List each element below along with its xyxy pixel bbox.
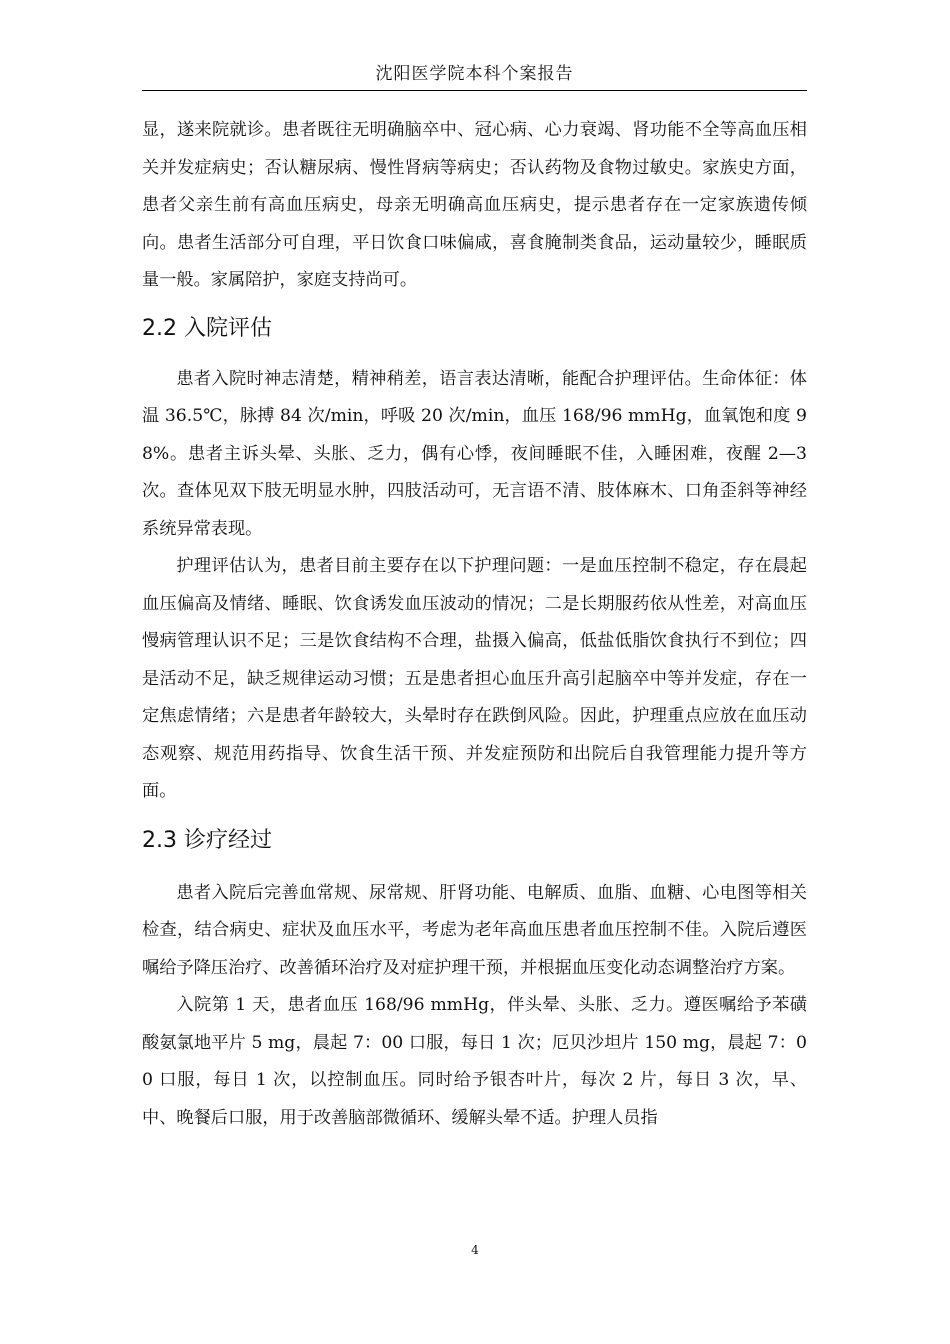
document-body: [142, 112, 807, 1137]
section-heading-treatment-course: 2.3 诊疗经过: [142, 827, 272, 853]
section-heading-admission-assessment: 2.2 入院评估: [142, 315, 272, 341]
paragraph-day-one-treatment: 入院第 1 天，患者血压 168/96 mmHg，伴头晕、头胀、乏力。遵医嘱给予苯磺酸氨氯地平片 5 mg，晨起 7：00 口服，每日 1 次；厄贝沙坦片 150 mg，晨起 7：00 口服，每日 1 次，以控制血压。同时给予银杏叶片，每次 2 片，每日 3 次，早、中、晚餐后口服，用于改善脑部微循环、缓解头晕不适。护理人员指: [142, 995, 807, 1128]
paragraph-nursing-problems: 护理评估认为，患者目前主要存在以下护理问题：一是血压控制不稳定，存在晨起血压偏高及情绪、睡眠、饮食诱发血压波动的情况；二是长期服药依从性差，对高血压慢病管理认识不足；三是饮食结构不合理，盐摄入偏高，低盐低脂饮食执行不到位；四是活动不足，缺乏规律运动习惯；五是患者担心血压升高引起脑卒中等并发症，存在一定焦虑情绪；六是患者年龄较大，头晕时存在跌倒风险。因此，护理重点应放在血压动态观察、规范用药指导、饮食生活干预、并发症预防和出院后自我管理能力提升等方面。: [142, 556, 807, 801]
page-number: 4: [471, 1243, 479, 1257]
paragraph-examinations: 患者入院后完善血常规、尿常规、肝肾功能、电解质、血脂、血糖、心电图等相关检查，结合病史、症状及血压水平，考虑为老年高血压患者血压控制不佳。入院后遵医嘱给予降压治疗、改善循环治疗及对症护理干预，并根据血压变化动态调整治疗方案。: [142, 882, 807, 978]
continued-paragraph: 显，遂来院就诊。患者既往无明确脑卒中、冠心病、心力衰竭、肾功能不全等高血压相关并发症病史；否认糖尿病、慢性肾病等病史；否认药物及食物过敏史。家族史方面，患者父亲生前有高血压病史，母亲无明确高血压病史，提示患者存在一定家族遗传倾向。患者生活部分可自理，平日饮食口味偏咸，喜食腌制类食品，运动量较少，睡眠质量一般。家属陪护，家庭支持尚可。: [142, 120, 807, 290]
page-header: 沈阳医学院本科个案报告: [142, 58, 807, 91]
paragraph-admission-vitals: 患者入院时神志清楚，精神稍差，语言表达清晰，能配合护理评估。生命体征：体温 36.5℃，脉搏 84 次/min，呼吸 20 次/min，血压 168/96 mmHg，血氧饱和度 98%。患者主诉头晕、头胀、乏力，偶有心悸，夜间睡眠不佳，入睡困难，夜醒 2—3 次。查体见双下肢无明显水肿，四肢活动可，无言语不清、肢体麻木、口角歪斜等神经系统异常表现。: [142, 368, 807, 539]
